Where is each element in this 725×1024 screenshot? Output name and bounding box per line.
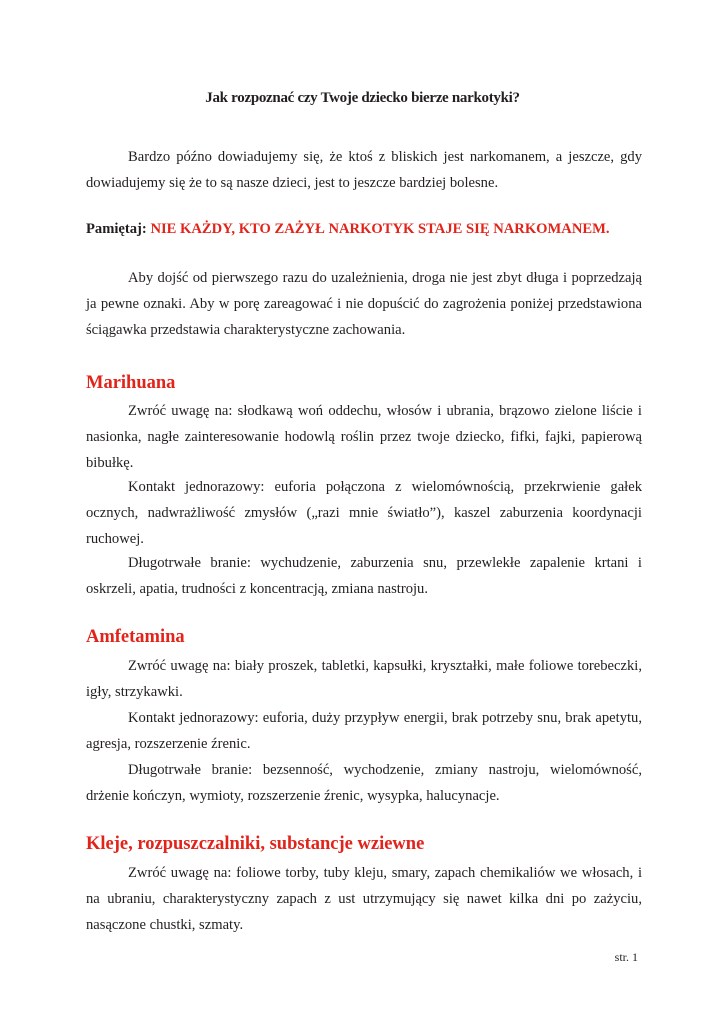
section-heading-kleje: Kleje, rozpuszczalniki, substancje wziewne <box>86 834 425 854</box>
page-number: str. 1 <box>614 950 638 964</box>
remember-label: Pamiętaj: <box>86 221 147 237</box>
section-heading-amfetamina: Amfetamina <box>86 627 185 647</box>
section-heading-marihuana: Marihuana <box>86 373 176 393</box>
remember-warning: NIE KAŻDY, KTO ZAŻYŁ NARKOTYK STAJE SIĘ NARKOMANEM. <box>150 221 610 237</box>
section-paragraph: Zwróć uwagę na: foliowe torby, tuby kleju, smary, zapach chemikaliów we włosach, i na ubraniu, charakterystyczny zapach z ust utrzymujący się nawet kilka dni po zażyciu, nasączone chustki, szmaty. <box>86 865 642 933</box>
section-paragraph: Kontakt jednorazowy: euforia połączona z wielomównością, przekrwienie gałek ocznych, nadwrażliwość zmysłów („razi mnie światło”), kaszel zaburzenia koordynacji ruchowej. <box>86 479 642 547</box>
section-paragraph: Zwróć uwagę na: biały proszek, tabletki, kapsułki, kryształki, małe foliowe torebeczki, igły, strzykawki. <box>86 658 642 700</box>
remember-notice <box>86 219 610 239</box>
section-paragraph: Kontakt jednorazowy: euforia, duży przypływ energii, brak potrzeby snu, brak apetytu, agresja, rozszerzenie źrenic. <box>86 710 642 752</box>
section-paragraph: Długotrwałe branie: bezsenność, wychodzenie, zmiany nastroju, wielomówność, drżenie kończyn, wymioty, rozszerzenie źrenic, wysypka, halucynacje. <box>86 762 642 804</box>
section-paragraph: Długotrwałe branie: wychudzenie, zaburzenia snu, przewlekłe zapalenie krtani i oskrzeli, apatia, trudności z koncentracją, zmiana nastroju. <box>86 555 642 597</box>
section-paragraph: Zwróć uwagę na: słodkawą woń oddechu, włosów i ubrania, brązowo zielone liście i nasionka, nagłe zainteresowanie hodowlą roślin przez twoje dziecko, fifki, fajki, papierową bibułkę. <box>86 403 642 471</box>
document-title: Jak rozpoznać czy Twoje dziecko bierze narkotyki? <box>205 90 520 106</box>
intro-paragraph: Bardzo późno dowiadujemy się, że ktoś z bliskich jest narkomanem, a jeszcze, gdy dowiadujemy się że to są nasze dzieci, jest to jeszcze bardziej bolesne. <box>86 149 642 191</box>
lead-paragraph: Aby dojść od pierwszego razu do uzależnienia, droga nie jest zbyt długa i poprzedzają ja pewne oznaki. Aby w porę zareagować i nie dopuścić do zagrożenia poniżej przedstawiona ściągawka przedstawia charakterystyczne zachowania. <box>86 270 642 338</box>
